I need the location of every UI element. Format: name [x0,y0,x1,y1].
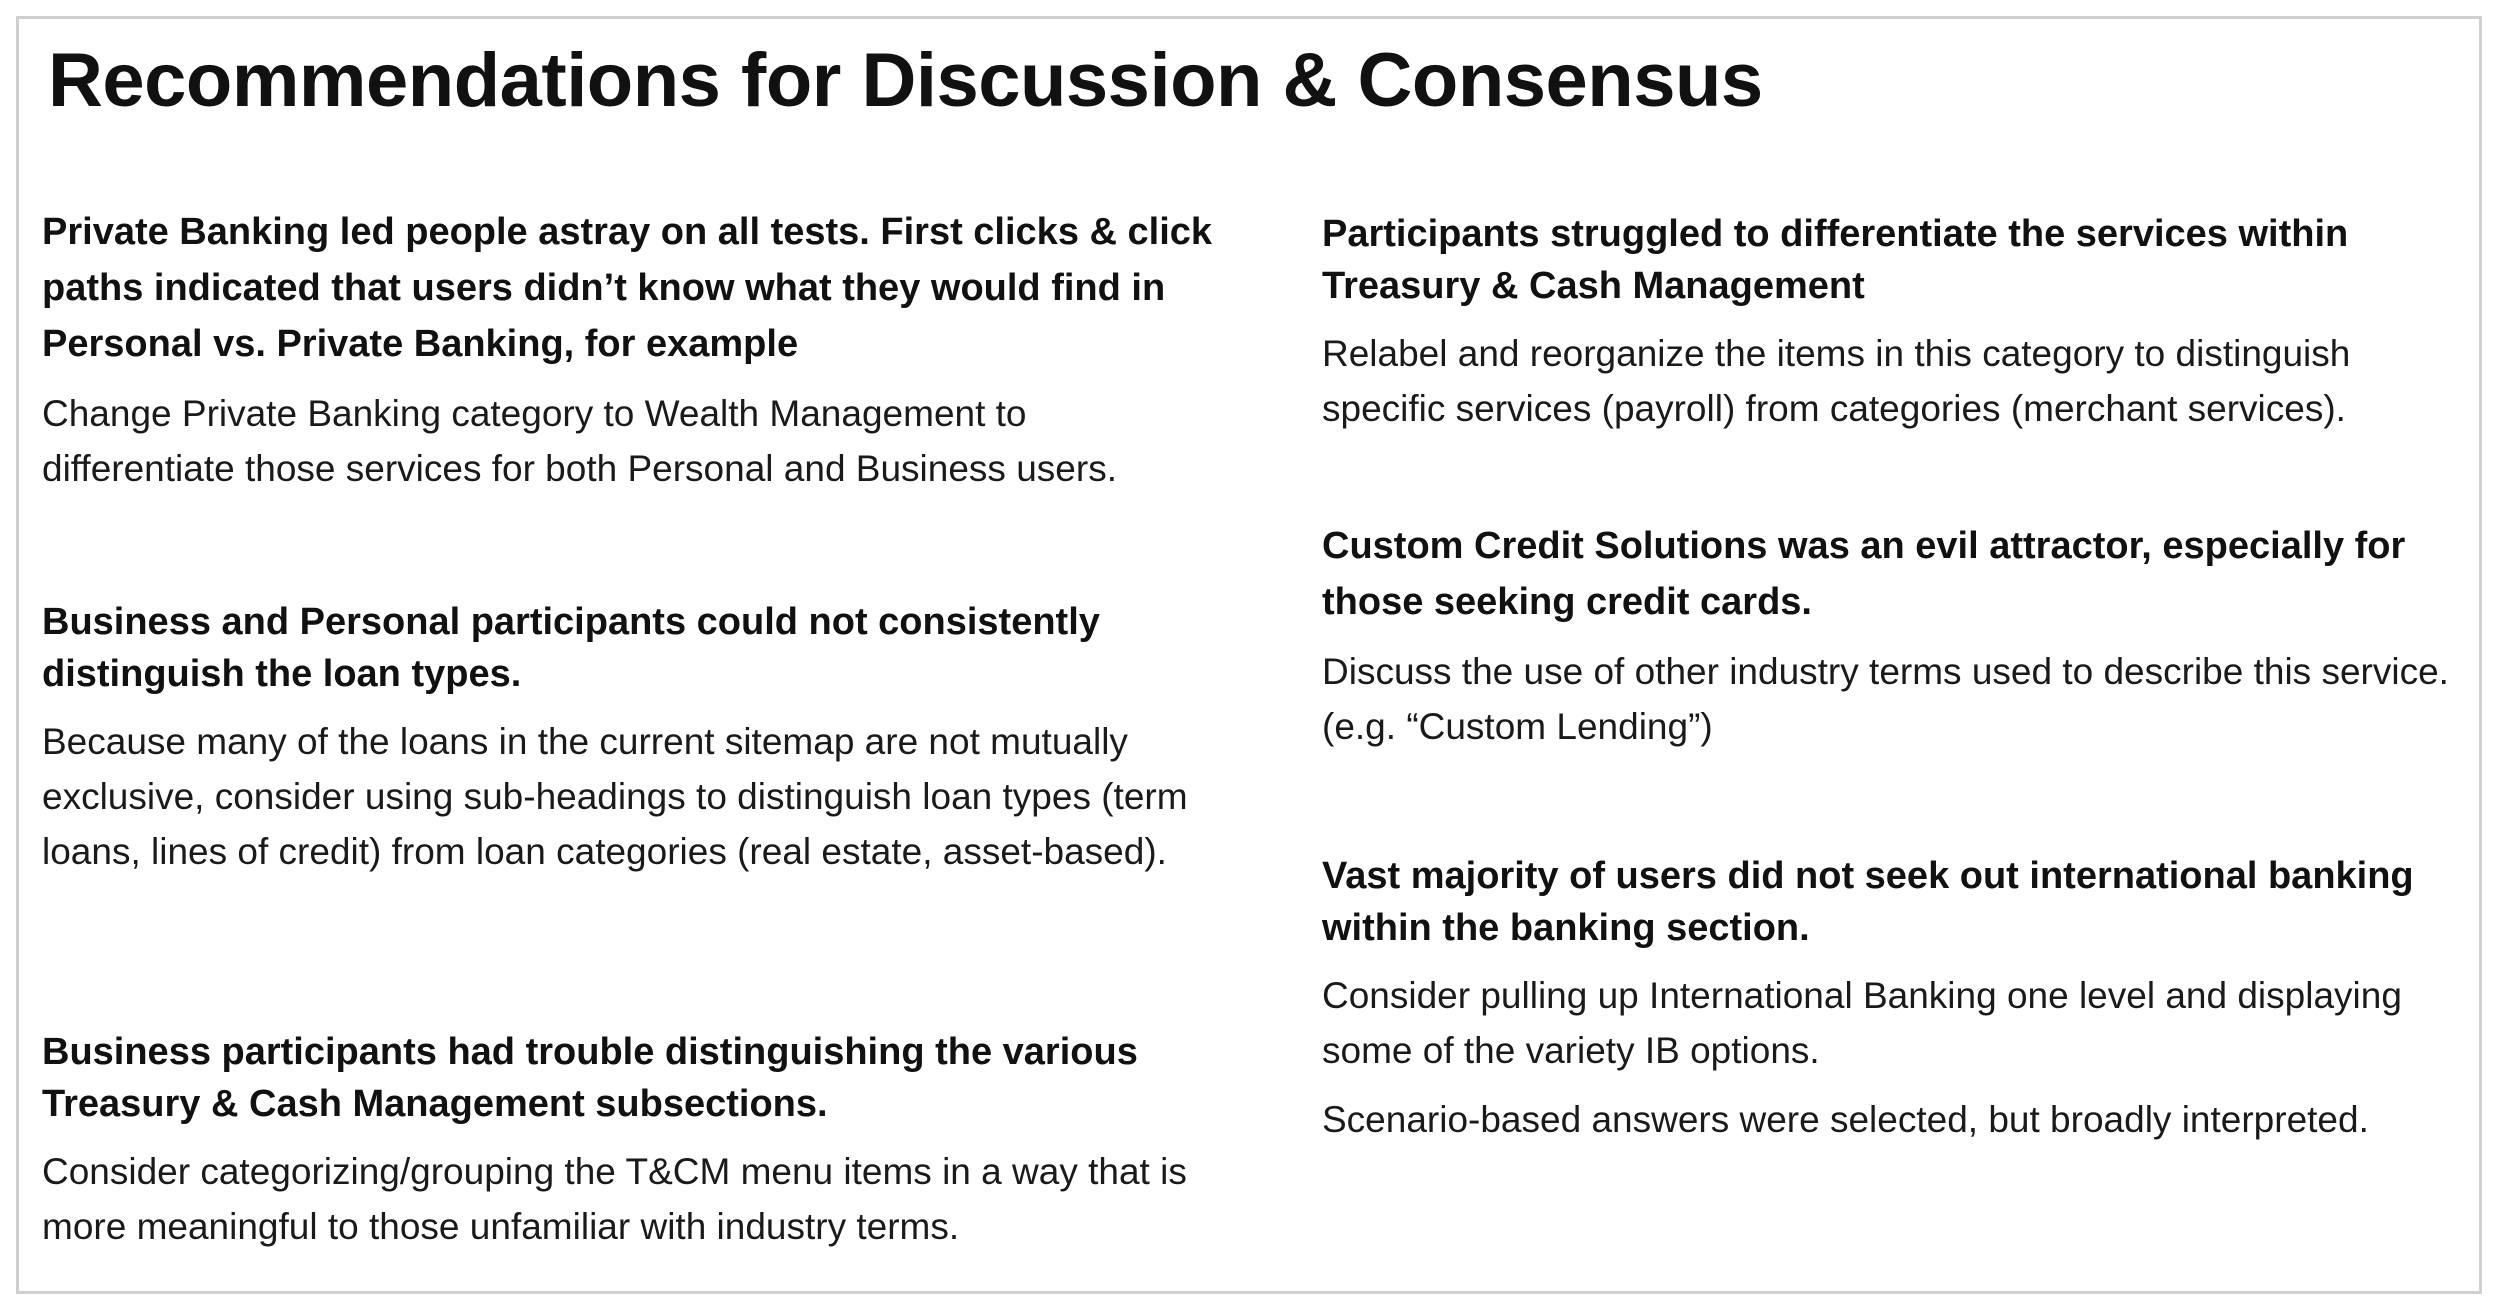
recommendation-international-banking [1322,850,2482,1147]
recommendation-body: Change Private Banking category to Wealth Management to differentiate those services for both Personal and Business users. [42,393,1117,489]
page-title: Recommendations for Discussion & Consensus [48,38,1763,123]
recommendation-heading: Private Banking led people astray on all tests. First clicks & click paths indicated that users didn’t know what they would find in Personal vs. Private Banking, for example [42,211,1213,365]
recommendation-custom-credit [1322,518,2482,754]
recommendation-heading: Participants struggled to differentiate the services within Treasury & Cash Management [1322,213,2349,307]
recommendation-body: Relabel and reorganize the items in this category to distinguish specific services (payroll) from categories (merchant services). [1322,333,2351,429]
recommendation-loan-types [42,596,1222,879]
recommendation-heading: Custom Credit Solutions was an evil attractor, especially for those seeking credit cards. [1322,525,2406,623]
recommendation-treasury-services [1322,208,2482,436]
recommendation-body: Discuss the use of other industry terms used to describe this service. (e.g. “Custom Lending”) [1322,651,2449,747]
recommendation-heading: Business participants had trouble distinguishing the various Treasury & Cash Management subsections. [42,1031,1138,1125]
recommendation-tcm-subsections [42,1026,1222,1254]
recommendation-heading: Business and Personal participants could not consistently distinguish the loan types. [42,601,1100,695]
recommendation-private-banking [42,204,1222,496]
recommendation-heading: Vast majority of users did not seek out international banking within the banking section. [1322,855,2414,949]
recommendation-body: Because many of the loans in the current sitemap are not mutually exclusive, consider using sub-headings to distinguish loan types (term loans, lines of credit) from loan categories (real estate, asset-based). [42,721,1188,872]
recommendation-note: Scenario-based answers were selected, but broadly interpreted. [1322,1099,2369,1140]
recommendation-body: Consider pulling up International Banking one level and displaying some of the variety IB options. [1322,975,2402,1071]
recommendation-body: Consider categorizing/grouping the T&CM menu items in a way that is more meaningful to those unfamiliar with industry terms. [42,1151,1187,1247]
